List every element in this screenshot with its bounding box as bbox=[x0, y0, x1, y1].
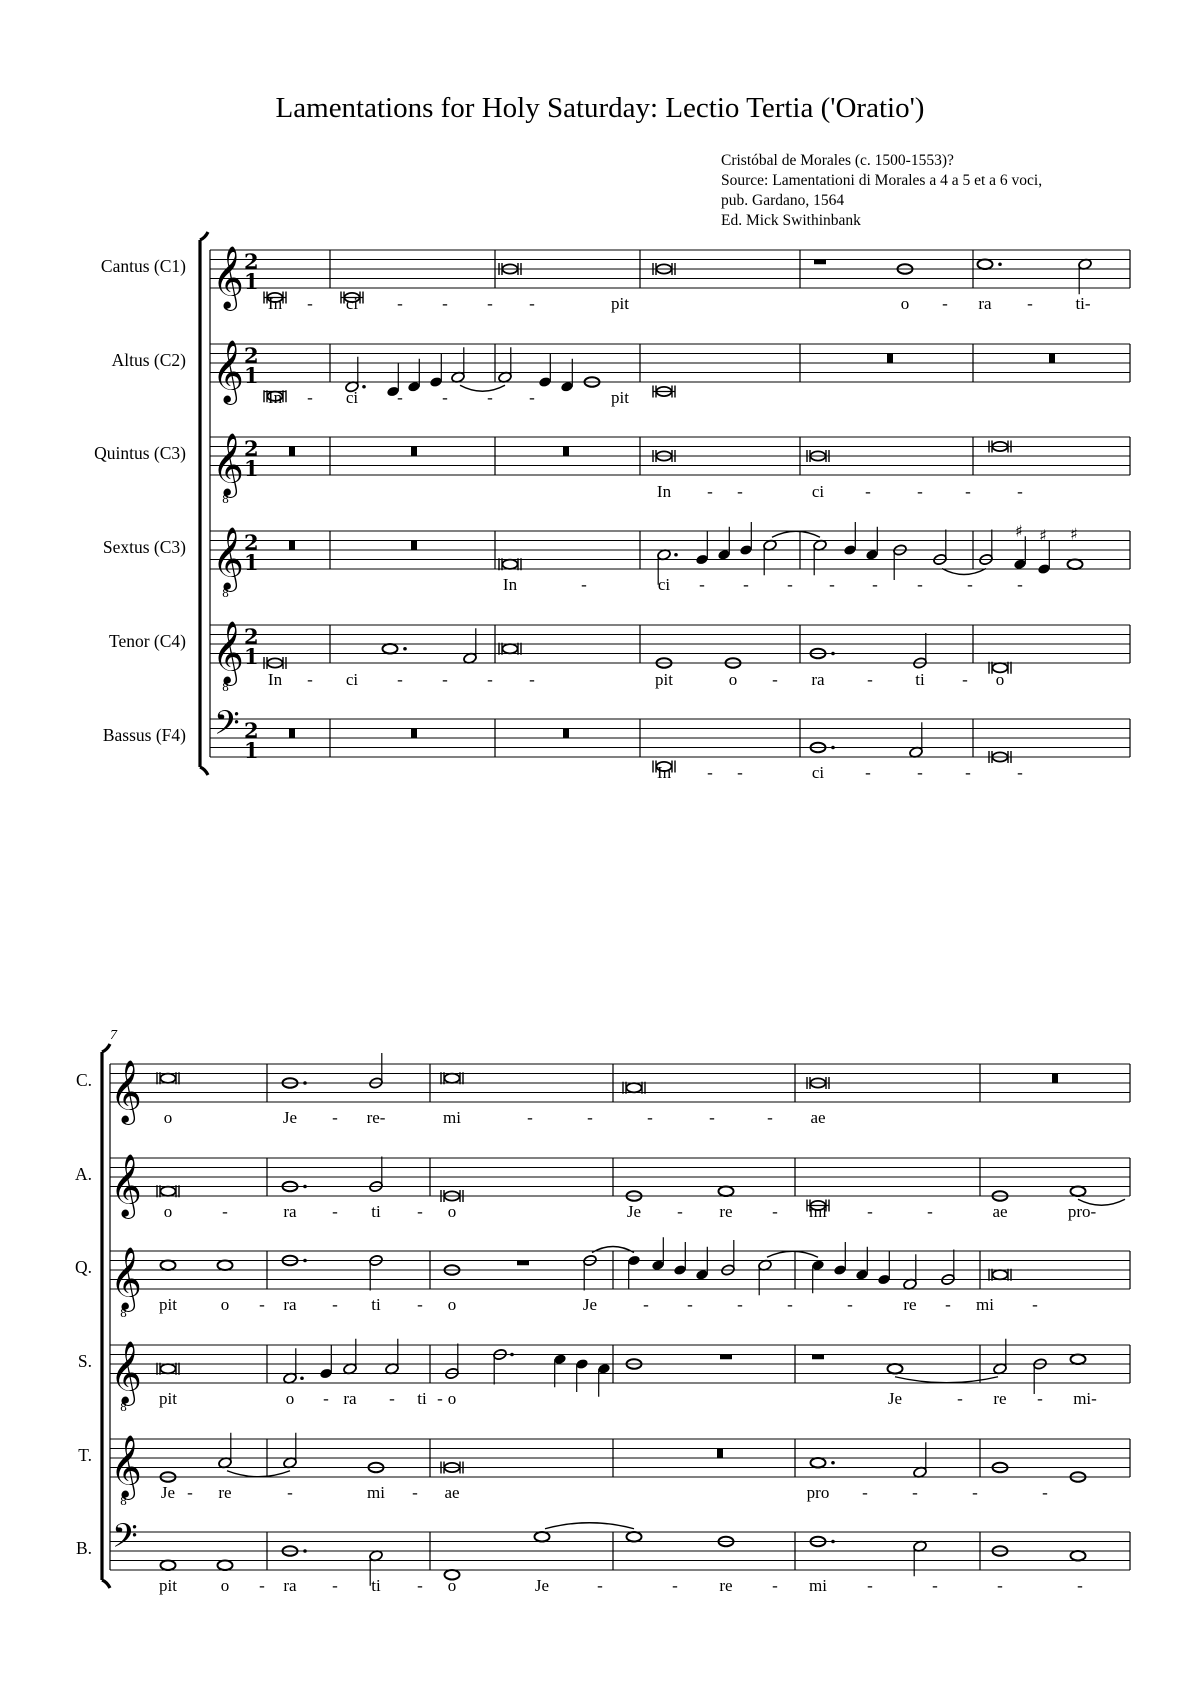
voice-label-altus: Altus (C2) bbox=[111, 350, 186, 370]
breve-rest bbox=[411, 447, 417, 457]
whole-note bbox=[811, 1458, 826, 1468]
lyric-syllable: - bbox=[417, 1202, 423, 1221]
dot bbox=[303, 1185, 307, 1189]
dot bbox=[831, 652, 835, 656]
lyric-syllable: - bbox=[707, 763, 713, 782]
lyric-syllable: - bbox=[867, 1576, 873, 1595]
octave-mark: 8 bbox=[222, 493, 229, 506]
lyric-syllable: ae bbox=[444, 1483, 460, 1502]
voice-label-tenor: Tenor (C4) bbox=[108, 631, 186, 651]
lyric-syllable: Je bbox=[534, 1576, 550, 1595]
voice-label-bassus: Bassus (F4) bbox=[102, 725, 186, 745]
treble-clef: 𝄞 bbox=[110, 1340, 142, 1404]
lyric-syllable: ae bbox=[992, 1202, 1008, 1221]
lyric-syllable: mi bbox=[809, 1202, 827, 1221]
lyric-syllable: - bbox=[862, 1483, 868, 1502]
lyric-syllable: ti bbox=[417, 1389, 427, 1408]
lyric-syllable: ci bbox=[345, 670, 359, 689]
lyric-syllable: ti bbox=[915, 670, 925, 689]
breve-note bbox=[161, 1074, 176, 1083]
lyric-syllable: - bbox=[1027, 294, 1033, 313]
tie bbox=[545, 1523, 634, 1529]
editor: Ed. Mick Swithinbank bbox=[721, 212, 861, 229]
voice-label-q: Q. bbox=[74, 1257, 92, 1277]
lyric-syllable: - bbox=[962, 670, 968, 689]
s2-bracket bbox=[102, 1044, 110, 1588]
breve-rest bbox=[1052, 1074, 1058, 1084]
voice-label-sextus: Sextus (C3) bbox=[102, 537, 186, 557]
lyric-syllable: - bbox=[707, 482, 713, 501]
lyric-syllable: - bbox=[529, 388, 535, 407]
lyric-syllable: - bbox=[927, 1202, 933, 1221]
lyric-syllable: - bbox=[1077, 1576, 1083, 1595]
lyric-syllable: - bbox=[581, 575, 587, 594]
lyric-syllable: - bbox=[829, 575, 835, 594]
breve-rest bbox=[717, 1449, 723, 1459]
lyric-syllable: re bbox=[218, 1483, 232, 1502]
lyric-syllable: - bbox=[307, 294, 313, 313]
breve-note bbox=[445, 1074, 460, 1083]
breve-rest bbox=[289, 447, 295, 457]
lyric-syllable: - bbox=[772, 1576, 778, 1595]
lyric-syllable: - bbox=[945, 1295, 951, 1314]
measure-number: 7 bbox=[110, 1028, 117, 1043]
lyric-syllable: - bbox=[965, 482, 971, 501]
whole-note bbox=[161, 1560, 176, 1570]
lyric-syllable: Je bbox=[282, 1108, 298, 1127]
lyric-syllable: - bbox=[743, 575, 749, 594]
dot bbox=[303, 1259, 307, 1263]
breve-note bbox=[503, 644, 518, 653]
whole-note bbox=[1071, 1354, 1086, 1364]
lyric-syllable: pit bbox=[159, 1389, 177, 1408]
lyric-syllable: - bbox=[967, 575, 973, 594]
lyric-syllable: ra bbox=[283, 1295, 297, 1314]
time-sig-bottom: 1 bbox=[244, 550, 259, 575]
lyric-syllable: - bbox=[529, 670, 535, 689]
lyric-syllable: pro bbox=[806, 1483, 830, 1502]
lyric-syllable: - bbox=[867, 1202, 873, 1221]
lyric-syllable: ti bbox=[371, 1576, 381, 1595]
treble-clef: 𝄞 bbox=[212, 620, 244, 684]
lyric-syllable: mi- bbox=[1073, 1389, 1097, 1408]
whole-note bbox=[383, 644, 398, 654]
lyric-syllable: - bbox=[767, 1108, 773, 1127]
lyric-syllable: In bbox=[267, 388, 283, 407]
octave-mark: 8 bbox=[120, 1307, 127, 1320]
lyric-syllable: - bbox=[772, 1202, 778, 1221]
voice-label-s: S. bbox=[77, 1351, 92, 1371]
lyric-syllable: - bbox=[307, 388, 313, 407]
lyric-syllable: - bbox=[323, 1389, 329, 1408]
dot bbox=[403, 647, 407, 651]
lyric-syllable: pit bbox=[655, 670, 673, 689]
lyric-syllable: pro- bbox=[1067, 1202, 1097, 1221]
treble-clef: 𝄞 bbox=[212, 339, 244, 403]
lyric-syllable: ci bbox=[811, 763, 825, 782]
lyric-syllable: ti bbox=[371, 1202, 381, 1221]
lyric-syllable: - bbox=[917, 482, 923, 501]
lyric-syllable: re bbox=[719, 1576, 733, 1595]
lyric-syllable: ra bbox=[283, 1202, 297, 1221]
lyric-syllable: ra bbox=[283, 1576, 297, 1595]
lyric-syllable: o bbox=[220, 1295, 230, 1314]
lyric-syllable: - bbox=[332, 1202, 338, 1221]
whole-note bbox=[888, 1364, 903, 1374]
lyric-syllable: pit bbox=[159, 1295, 177, 1314]
lyric-syllable: - bbox=[1017, 482, 1023, 501]
lyric-syllable: - bbox=[672, 1576, 678, 1595]
lyric-syllable: o bbox=[447, 1576, 457, 1595]
treble-clef: 𝄞 bbox=[212, 526, 244, 590]
lyric-syllable: re bbox=[719, 1202, 733, 1221]
lyric-syllable: ra bbox=[978, 294, 992, 313]
lyric-syllable: o bbox=[900, 294, 910, 313]
lyric-syllable: - bbox=[643, 1295, 649, 1314]
breve-rest bbox=[563, 447, 569, 457]
treble-clef: 𝄞 bbox=[212, 432, 244, 496]
lyric-syllable: mi bbox=[367, 1483, 385, 1502]
tie bbox=[895, 1377, 998, 1383]
dot bbox=[831, 746, 835, 750]
octave-mark: 8 bbox=[222, 587, 229, 600]
whole-rest bbox=[517, 1261, 529, 1266]
lyric-syllable: o bbox=[163, 1202, 173, 1221]
lyric-syllable: - bbox=[487, 388, 493, 407]
lyric-syllable: ci bbox=[657, 575, 671, 594]
lyric-syllable: - bbox=[932, 1576, 938, 1595]
lyric-syllable: ra bbox=[343, 1389, 357, 1408]
lyric-syllable: ci bbox=[345, 294, 359, 313]
whole-rest bbox=[720, 1355, 732, 1360]
lyric-syllable: - bbox=[1042, 1483, 1048, 1502]
lyric-syllable: - bbox=[259, 1576, 265, 1595]
lyric-syllable: - bbox=[442, 294, 448, 313]
lyric-syllable: - bbox=[417, 1295, 423, 1314]
whole-rest bbox=[814, 260, 826, 265]
time-sig-top: 2 bbox=[244, 343, 259, 368]
voice-label-a: A. bbox=[74, 1164, 92, 1184]
lyric-syllable: - bbox=[412, 1483, 418, 1502]
whole-note bbox=[1071, 1186, 1086, 1196]
lyric-syllable: - bbox=[389, 1389, 395, 1408]
source-line-1: Source: Lamentationi di Morales a 4 a 5 et a 6 voci, bbox=[721, 172, 1043, 189]
lyric-syllable: pit bbox=[611, 388, 629, 407]
time-sig-bottom: 1 bbox=[244, 644, 259, 669]
lyric-syllable: pit bbox=[611, 294, 629, 313]
bass-clef: 𝄢 bbox=[112, 1517, 138, 1564]
lyric-syllable: - bbox=[847, 1295, 853, 1314]
treble-clef: 𝄞 bbox=[212, 245, 244, 309]
whole-rest bbox=[812, 1355, 824, 1360]
lyric-syllable: o bbox=[728, 670, 738, 689]
whole-note bbox=[719, 1186, 734, 1196]
tie bbox=[460, 385, 505, 391]
source-line-2: pub. Gardano, 1564 bbox=[721, 192, 845, 209]
lyric-syllable: - bbox=[942, 294, 948, 313]
lyric-syllable: - bbox=[332, 1576, 338, 1595]
time-sig-top: 2 bbox=[244, 436, 259, 461]
dot bbox=[674, 553, 678, 557]
treble-clef: 𝄞 bbox=[110, 1153, 142, 1217]
lyric-syllable: - bbox=[867, 670, 873, 689]
lyric-syllable: - bbox=[487, 670, 493, 689]
time-sig-top: 2 bbox=[244, 624, 259, 649]
lyric-syllable: mi bbox=[976, 1295, 994, 1314]
voice-label-c: C. bbox=[75, 1070, 92, 1090]
dot bbox=[831, 1461, 835, 1465]
composer: Cristóbal de Morales (c. 1500-1553)? bbox=[721, 152, 954, 169]
breve-rest bbox=[289, 541, 295, 551]
time-sig-top: 2 bbox=[244, 530, 259, 555]
lyric-syllable: - bbox=[872, 575, 878, 594]
lyric-syllable: o bbox=[447, 1389, 457, 1408]
time-sig-top: 2 bbox=[244, 249, 259, 274]
breve-note bbox=[993, 1270, 1008, 1279]
octave-mark: 8 bbox=[120, 1495, 127, 1508]
lyric-syllable: o bbox=[447, 1202, 457, 1221]
lyric-syllable: re bbox=[993, 1389, 1007, 1408]
whole-note bbox=[535, 1532, 550, 1542]
sharp-sign: ♯ bbox=[1015, 521, 1023, 541]
lyric-syllable: - bbox=[699, 575, 705, 594]
lyric-syllable: - bbox=[259, 1295, 265, 1314]
whole-note bbox=[218, 1560, 233, 1570]
page-title: Lamentations for Holy Saturday: Lectio Tertia ('Oratio') bbox=[275, 92, 925, 124]
lyric-syllable: - bbox=[647, 1108, 653, 1127]
lyric-syllable: re bbox=[903, 1295, 917, 1314]
octave-mark: 8 bbox=[222, 681, 229, 694]
breve-rest bbox=[289, 729, 295, 739]
breve-rest bbox=[887, 354, 893, 364]
tie bbox=[767, 1251, 818, 1257]
lyric-syllable: - bbox=[397, 294, 403, 313]
lyric-syllable: o bbox=[220, 1576, 230, 1595]
lyric-syllable: - bbox=[917, 575, 923, 594]
breve-rest bbox=[411, 729, 417, 739]
voice-label-t: T. bbox=[78, 1445, 92, 1465]
lyric-syllable: - bbox=[997, 1576, 1003, 1595]
voice-label-cantus: Cantus (C1) bbox=[100, 256, 186, 276]
lyric-syllable: - bbox=[332, 1108, 338, 1127]
lyric-syllable: - bbox=[865, 763, 871, 782]
lyric-syllable: ra bbox=[811, 670, 825, 689]
lyric-syllable: - bbox=[965, 763, 971, 782]
time-sig-bottom: 1 bbox=[244, 738, 259, 763]
lyric-syllable: Je bbox=[887, 1389, 903, 1408]
lyric-syllable: In bbox=[656, 482, 672, 501]
lyric-syllable: - bbox=[417, 1576, 423, 1595]
dot bbox=[510, 1353, 514, 1357]
treble-clef: 𝄞 bbox=[110, 1246, 142, 1310]
lyric-syllable: - bbox=[709, 1108, 715, 1127]
breve-rest bbox=[1049, 354, 1055, 364]
sharp-sign: ♯ bbox=[1039, 526, 1047, 545]
lyric-syllable: o bbox=[285, 1389, 295, 1408]
whole-note bbox=[218, 1260, 233, 1270]
lyric-syllable: - bbox=[287, 1483, 293, 1502]
lyric-syllable: - bbox=[487, 294, 493, 313]
tie bbox=[227, 1471, 290, 1477]
lyric-syllable: - bbox=[1017, 763, 1023, 782]
lyric-syllable: - bbox=[587, 1108, 593, 1127]
dot bbox=[303, 1549, 307, 1553]
lyric-syllable: ae bbox=[810, 1108, 826, 1127]
lyric-syllable: o bbox=[447, 1295, 457, 1314]
time-sig-bottom: 1 bbox=[244, 363, 259, 388]
voice-label-b: B. bbox=[75, 1538, 92, 1558]
lyric-syllable: ci bbox=[345, 388, 359, 407]
lyric-syllable: o bbox=[163, 1108, 173, 1127]
lyric-syllable: - bbox=[442, 670, 448, 689]
lyric-syllable: pit bbox=[159, 1576, 177, 1595]
lyric-syllable: - bbox=[865, 482, 871, 501]
whole-note bbox=[978, 259, 993, 269]
breve-note bbox=[161, 1364, 176, 1373]
time-sig-top: 2 bbox=[244, 718, 259, 743]
lyric-syllable: - bbox=[737, 482, 743, 501]
dot bbox=[303, 1081, 307, 1085]
lyric-syllable: - bbox=[527, 1108, 533, 1127]
time-sig-bottom: 1 bbox=[244, 456, 259, 481]
breve-rest bbox=[563, 729, 569, 739]
lyric-syllable: Je bbox=[160, 1483, 176, 1502]
lyric-syllable: - bbox=[437, 1389, 443, 1408]
treble-clef: 𝄞 bbox=[110, 1434, 142, 1498]
lyric-syllable: ci bbox=[811, 482, 825, 501]
dot bbox=[831, 1540, 835, 1544]
time-sig-bottom: 1 bbox=[244, 269, 259, 294]
s1-bracket bbox=[200, 232, 208, 775]
lyric-syllable: Je bbox=[582, 1295, 598, 1314]
lyric-syllable: - bbox=[787, 1295, 793, 1314]
lyric-syllable: - bbox=[917, 763, 923, 782]
lyric-syllable: - bbox=[222, 1202, 228, 1221]
lyric-syllable: - bbox=[397, 388, 403, 407]
tie bbox=[772, 531, 820, 537]
whole-note bbox=[161, 1260, 176, 1270]
dot bbox=[300, 1376, 304, 1380]
lyric-syllable: In bbox=[267, 294, 283, 313]
lyric-syllable: - bbox=[307, 670, 313, 689]
lyric-syllable: mi bbox=[809, 1576, 827, 1595]
lyric-syllable: In bbox=[502, 575, 518, 594]
lyric-syllable: - bbox=[187, 1483, 193, 1502]
lyric-syllable: re- bbox=[366, 1108, 386, 1127]
lyric-syllable: - bbox=[687, 1295, 693, 1314]
breve-rest bbox=[411, 541, 417, 551]
lyric-syllable: - bbox=[597, 1576, 603, 1595]
breve-note bbox=[503, 560, 518, 569]
lyric-syllable: ti- bbox=[1075, 294, 1091, 313]
voice-label-quintus: Quintus (C3) bbox=[94, 443, 186, 463]
lyric-syllable: mi bbox=[443, 1108, 461, 1127]
lyric-syllable: Je bbox=[626, 1202, 642, 1221]
whole-note bbox=[1068, 559, 1083, 569]
lyric-syllable: - bbox=[1017, 575, 1023, 594]
lyric-syllable: - bbox=[787, 575, 793, 594]
lyric-syllable: ti bbox=[371, 1295, 381, 1314]
breve-note bbox=[161, 1187, 176, 1196]
lyric-syllable: - bbox=[677, 1202, 683, 1221]
lyric-syllable: In bbox=[656, 763, 672, 782]
lyric-syllable: o bbox=[995, 670, 1005, 689]
lyric-syllable: - bbox=[972, 1483, 978, 1502]
lyric-syllable: - bbox=[529, 294, 535, 313]
sharp-sign: ♯ bbox=[1070, 524, 1078, 544]
lyric-syllable: In bbox=[267, 670, 283, 689]
lyric-syllable: - bbox=[737, 763, 743, 782]
lyric-syllable: - bbox=[737, 1295, 743, 1314]
whole-note bbox=[627, 1532, 642, 1542]
lyric-syllable: - bbox=[1032, 1295, 1038, 1314]
dot bbox=[362, 385, 366, 389]
lyric-syllable: - bbox=[772, 670, 778, 689]
octave-mark: 8 bbox=[120, 1401, 127, 1414]
lyric-syllable: - bbox=[442, 388, 448, 407]
lyric-syllable: - bbox=[1037, 1389, 1043, 1408]
whole-note bbox=[1071, 1551, 1086, 1561]
bass-clef: 𝄢 bbox=[214, 704, 240, 751]
lyric-syllable: - bbox=[957, 1389, 963, 1408]
treble-clef: 𝄞 bbox=[110, 1059, 142, 1123]
breve-note bbox=[627, 1083, 642, 1092]
dot bbox=[998, 262, 1002, 266]
lyric-syllable: - bbox=[912, 1483, 918, 1502]
lyric-syllable: - bbox=[397, 670, 403, 689]
lyric-syllable: - bbox=[332, 1295, 338, 1314]
